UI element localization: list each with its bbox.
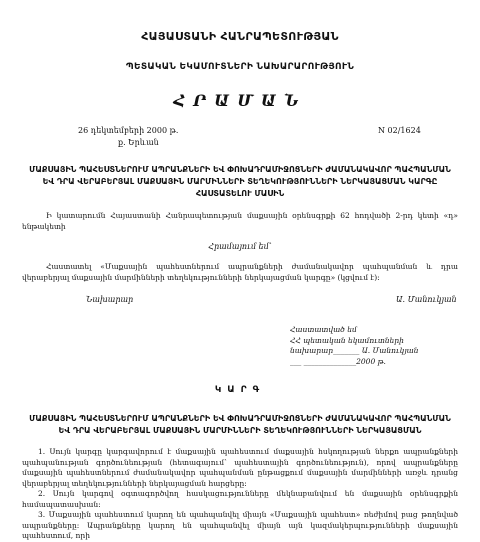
document-number: N 02/1624 <box>378 126 421 135</box>
document-page <box>0 30 480 540</box>
order-title: ՄԱՔՍԱՅԻՆ ՊԱՀԵՍՏՆԵՐՈՒՄ ԱՊՐԱՆՔՆԵՐԻ ԵՎ ՓՈԽԱԴՐԱՄԻՋՈՑՆԵՐԻ ԺԱՄԱՆԱԿԱՎՈՐ ՊԱՀՊԱՆՄԱՆ ԵՎ ԴՐԱ ՎԵՐԱԲԵՐՅԱԼ ՄԱՔՍԱՅԻՆ ՄԱՐՄԻՆՆԵՐԻ ՏԵՂԵԿՈՒԹՅՈՒՆՆԵՐԻ ՆԵՐԿԱՅԱՑՄԱՆ ԿԱՐԳԸ ՀԱՍՏԱՏԵԼՈՒ ՄԱՍԻՆ <box>29 165 451 198</box>
signatory-name: Ա. Մանուկյան <box>396 295 457 304</box>
body-text: Հաստատել «Մաքսային պահեստներում ապրանքների ժամանակավոր պահպանման և դրա վերաբերյալ մաքսային մարմինների տեղեկությունների ներկայացման կարգը» (կցվում է): <box>22 262 458 282</box>
document-type-heading: ՀՐԱՄԱՆ <box>173 91 307 110</box>
signatory-role: Նախարար <box>86 295 134 304</box>
list-item: 1. Սույն կարգը կարգավորում է մաքսային պահեստում մաքսային հսկողության ներքո ապրանքների պահպանության գործունեության (հետագայում՝ պահեստային գործունեություն), որով ապրանքները մաքսային պահեստներում ժամանակավոր պահպանման ընթացքում մաքսային մարմինների առջև դրանց վերաբերյալ տեղեկությունների ներկայացման հարցերը: <box>22 447 458 488</box>
approval-line-2: ՀՀ պետական եկամուտների <box>290 335 404 345</box>
decree-text: Հրամայում եմ՝ <box>208 242 272 251</box>
list-item: 2. Սույն կարգով օգտագործվող հասկացությունները մեկնաբանվում են մաքսային օրենսգրքին համապատասխան: <box>22 489 458 509</box>
document-city: ք. Երևան <box>118 138 159 147</box>
section-heading: ԿԱՐԳ <box>214 385 266 395</box>
approval-line-1: Հաստատված եմ <box>290 325 357 334</box>
document-date: 26 դեկտեմբերի 2000 թ. <box>78 126 179 135</box>
date-number-row <box>0 126 480 152</box>
procedure-list <box>22 447 458 542</box>
republic-heading: ՀԱՅԱՍՏԱՆԻ ՀԱՆՐԱՊԵՏՈՒԹՅԱՆ <box>141 30 339 43</box>
list-item: 3. Մաքսային պահեստում կարող են պահպանվել միայն «Մաքսային պահեստ» ռեժիմով բաց թողնված ապրանքները: Ապրանքները կարող են պահպանվել միայն այն կազմակերպությունների մաքսային պահեստում, որի <box>22 510 458 540</box>
approval-stamp <box>290 325 480 367</box>
approval-line-3: նախարար_______ Ա. Մանուկյան <box>290 346 419 355</box>
approval-line-4: ___ ______________2000 թ. <box>290 356 386 366</box>
section-title: ՄԱՔՍԱՅԻՆ ՊԱՀԵՍՏՆԵՐՈՒՄ ԱՊՐԱՆՔՆԵՐԻ ԵՎ ՓՈԽԱԴՐԱՄԻՋՈՑՆԵՐԻ ԺԱՄԱՆԱԿԱՎՈՐ ՊԱՀՊԱՆՄԱՆ ԵՎ ԴՐԱ ՎԵՐԱԲԵՐՅԱԼ ՄԱՔՍԱՅԻՆ ՄԱՐՄԻՆՆԵՐԻ ՏԵՂԵԿՈՒԹՅՈՒՆՆԵՐԻ ՆԵՐԿԱՅԱՑՄԱՆ <box>29 414 451 435</box>
signature-block <box>0 295 480 309</box>
preamble-text: Ի կատարումն Հայաստանի Հանրապետության մաքսային օրենսգրքի 62 հոդվածի 2-րդ կետի «դ» ենթակետի <box>22 211 458 231</box>
ministry-heading: ՊԵՏԱԿԱՆ ԵԿԱՄՈՒՏՆԵՐԻ ՆԱԽԱՐԱՐՈՒԹՅՈՒՆ <box>125 62 355 72</box>
